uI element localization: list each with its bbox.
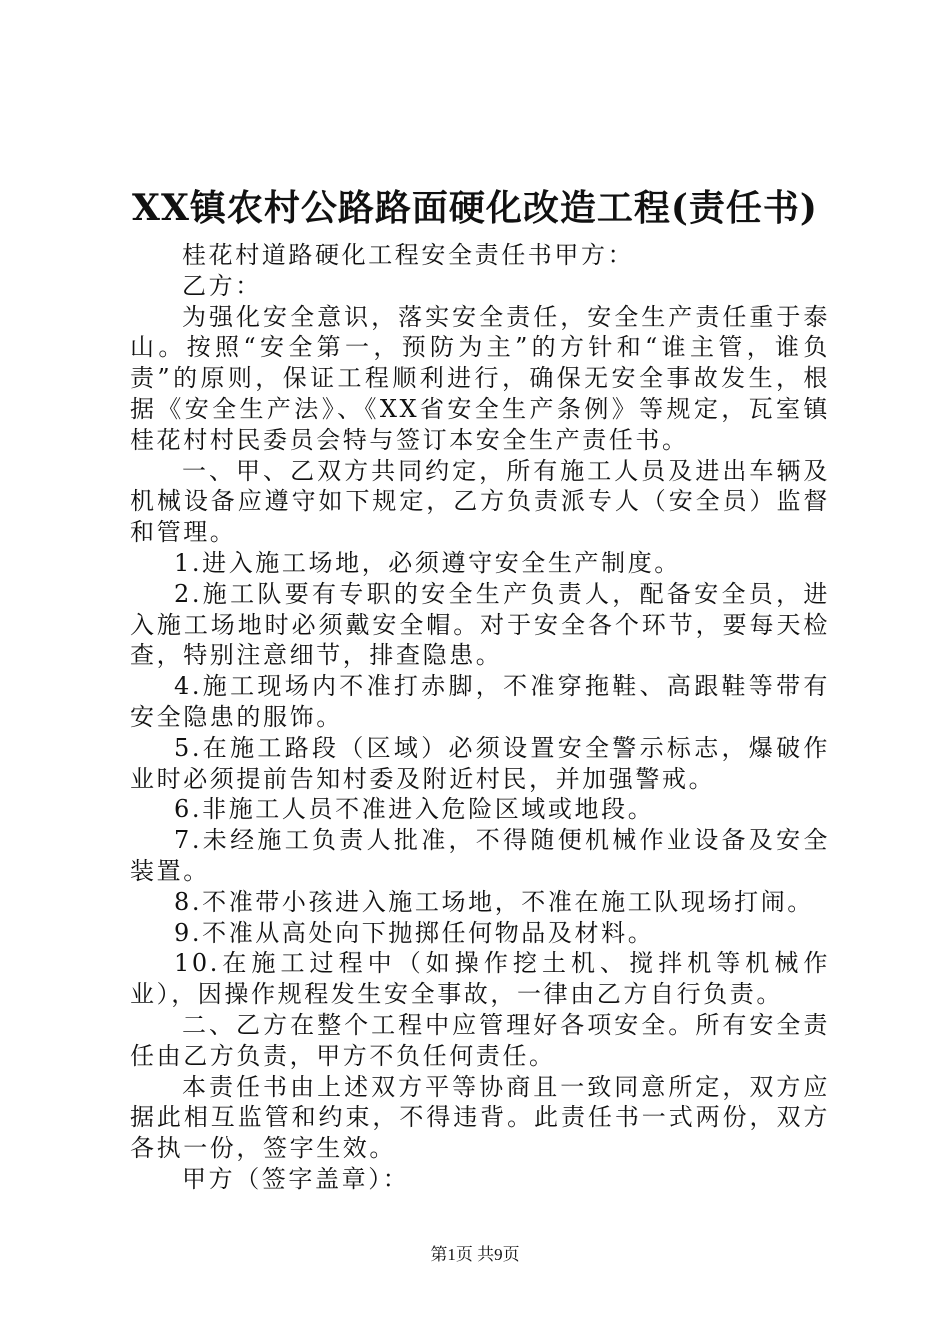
rule-item-8: 8.不准带小孩进入施工场地，不准在施工队现场打闹。 [174, 887, 814, 916]
section-one-paragraph: 一、甲、乙双方共同约定，所有施工人员及进出车辆及机械设备应遵守如下规定，乙方负责派专人（安全员）监督和管理。 [130, 456, 830, 547]
rule-item-10: 10.在施工过程中（如操作挖土机、搅拌机等机械作业），因操作规程发生安全事故，一律由乙方自行负责。 [130, 949, 830, 1009]
party-a-signature-line: 甲方（签字盖章）： [182, 1164, 410, 1193]
rule-item-5: 5.在施工路段（区域）必须设置安全警示标志，爆破作业时必须提前告知村委及附近村民，并加强警戒。 [130, 733, 830, 793]
party-a-line: 桂花村道路硬化工程安全责任书甲方： [182, 241, 635, 269]
rule-item-9: 9.不准从高处向下抛掷任何物品及材料。 [174, 918, 655, 947]
document-title: XX镇农村公路路面硬化改造工程(责任书) [132, 187, 818, 229]
document-body [130, 240, 830, 1195]
intro-paragraph: 为强化安全意识，落实安全责任，安全生产责任重于泰山。按照“安全第一，预防为主”的方针和“谁主管，谁负责”的原则，保证工程顺利进行，确保无安全事故发生，根据《安全生产法》、《XX省安全生产条例》等规定，瓦室镇桂花村村民委员会特与签订本安全生产责任书。 [130, 302, 830, 454]
party-b-line: 乙方： [182, 271, 262, 300]
rule-item-4: 4.施工现场内不准打赤脚，不准穿拖鞋、高跟鞋等带有安全隐患的服饰。 [130, 672, 830, 731]
page-footer: 第1页 共9页 [430, 1245, 520, 1264]
agreement-paragraph: 本责任书由上述双方平等协商且一致同意所定，双方应据此相互监管和约束，不得违背。此责任书一式两份，双方各执一份，签字生效。 [130, 1072, 830, 1163]
rule-item-7: 7.未经施工负责人批准，不得随便机械作业设备及安全装置。 [130, 826, 830, 885]
section-two-paragraph: 二、乙方在整个工程中应管理好各项安全。所有安全责任由乙方负责，甲方不负任何责任。 [130, 1010, 830, 1070]
rule-item-6: 6.非施工人员不准进入危险区域或地段。 [174, 795, 655, 824]
rule-item-2: 2.施工队要有专职的安全生产负责人，配备安全员，进入施工场地时必须戴安全帽。对于安全各个环节，要每天检查，特别注意细节，排查隐患。 [130, 579, 830, 670]
rule-item-1: 1.进入施工场地，必须遵守安全生产制度。 [174, 548, 681, 577]
